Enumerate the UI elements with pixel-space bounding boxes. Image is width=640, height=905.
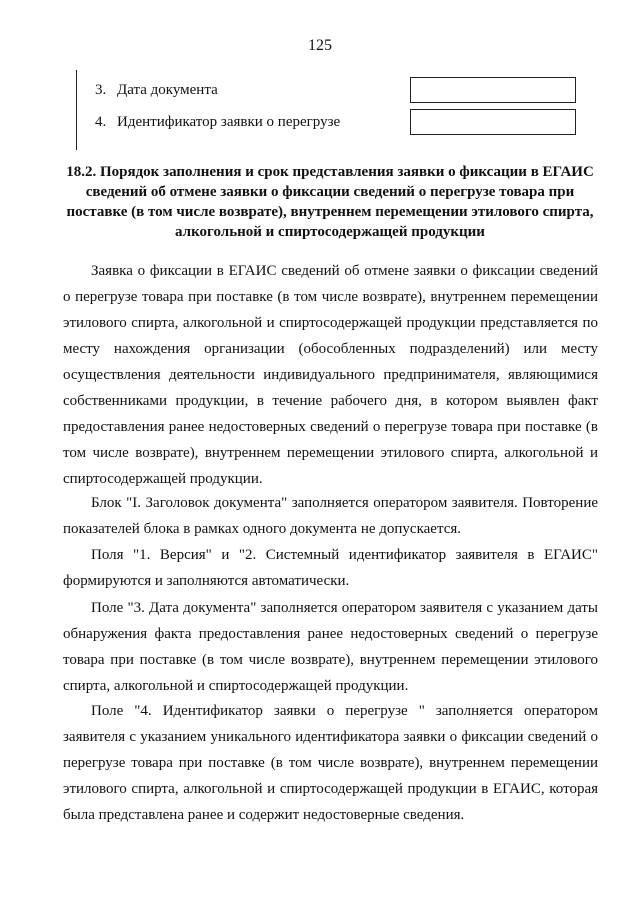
document-date-box[interactable] [410, 77, 576, 103]
field-row-document-date [95, 77, 585, 105]
paragraph-request-id: Поле "4. Идентификатор заявки о перегрузе " заполняется оператором заявителя с указанием уникального идентификатора заявки о фиксации сведений о перегрузе товара при поставке (в том числе возврате), внутреннем перемещении этилового спирта, алкогольной и спиртосодержащей продукции в ЕГАИС, которая была представлена ранее и содержит недостоверные сведения. [63, 703, 598, 823]
field-label-document-date: Дата документа [117, 82, 218, 98]
field-row-transfer-request-id [95, 109, 585, 137]
page-number: 125 [308, 37, 332, 54]
field-number: 3. [95, 82, 107, 98]
form-left-border [76, 70, 77, 150]
transfer-request-id-box[interactable] [410, 109, 576, 135]
field-number: 4. [95, 114, 107, 130]
paragraph-auto-fields: Поля "1. Версия" и "2. Системный идентификатор заявителя в ЕГАИС" формируются и заполняются автоматически. [63, 547, 598, 589]
section-heading: 18.2. Порядок заполнения и срок представления заявки о фиксации в ЕГАИС сведений об отмене заявки о фиксации сведений о перегрузе товара при поставке (в том числе возврате), внутреннем перемещении этилового спирта, алкогольной и спиртосодержащей продукции [66, 164, 594, 240]
paragraph-document-date: Поле "3. Дата документа" заполняется оператором заявителя с указанием даты обнаружения факта предоставления ранее недостоверных сведений о перегрузе товара при поставке (в том числе возврате), внутреннем перемещении этилового спирта, алкогольной и спиртосодержащей продукции. [63, 600, 598, 694]
paragraph-header-block: Блок "I. Заголовок документа" заполняется оператором заявителя. Повторение показателей блока в рамках одного документа не допускается. [63, 495, 598, 537]
field-label-transfer-request-id: Идентификатор заявки о перегрузе [117, 114, 341, 130]
paragraph-submission-rules: Заявка о фиксации в ЕГАИС сведений об отмене заявки о фиксации сведений о перегрузе товара при поставке (в том числе возврате), внутреннем перемещении этилового спирта, алкогольной и спиртосодержащей продукции представляется по месту нахождения организации (обособленных подразделений) или месту осуществления деятельности индивидуального предпринимателя, являющимися собственниками продукции, в течение рабочего дня, в котором выявлен факт предоставления ранее недостоверных сведений о перегрузе товара при поставке (в том числе возврате), внутреннем перемещении этилового спирта, алкогольной и спиртосодержащей продукции. [63, 263, 598, 487]
